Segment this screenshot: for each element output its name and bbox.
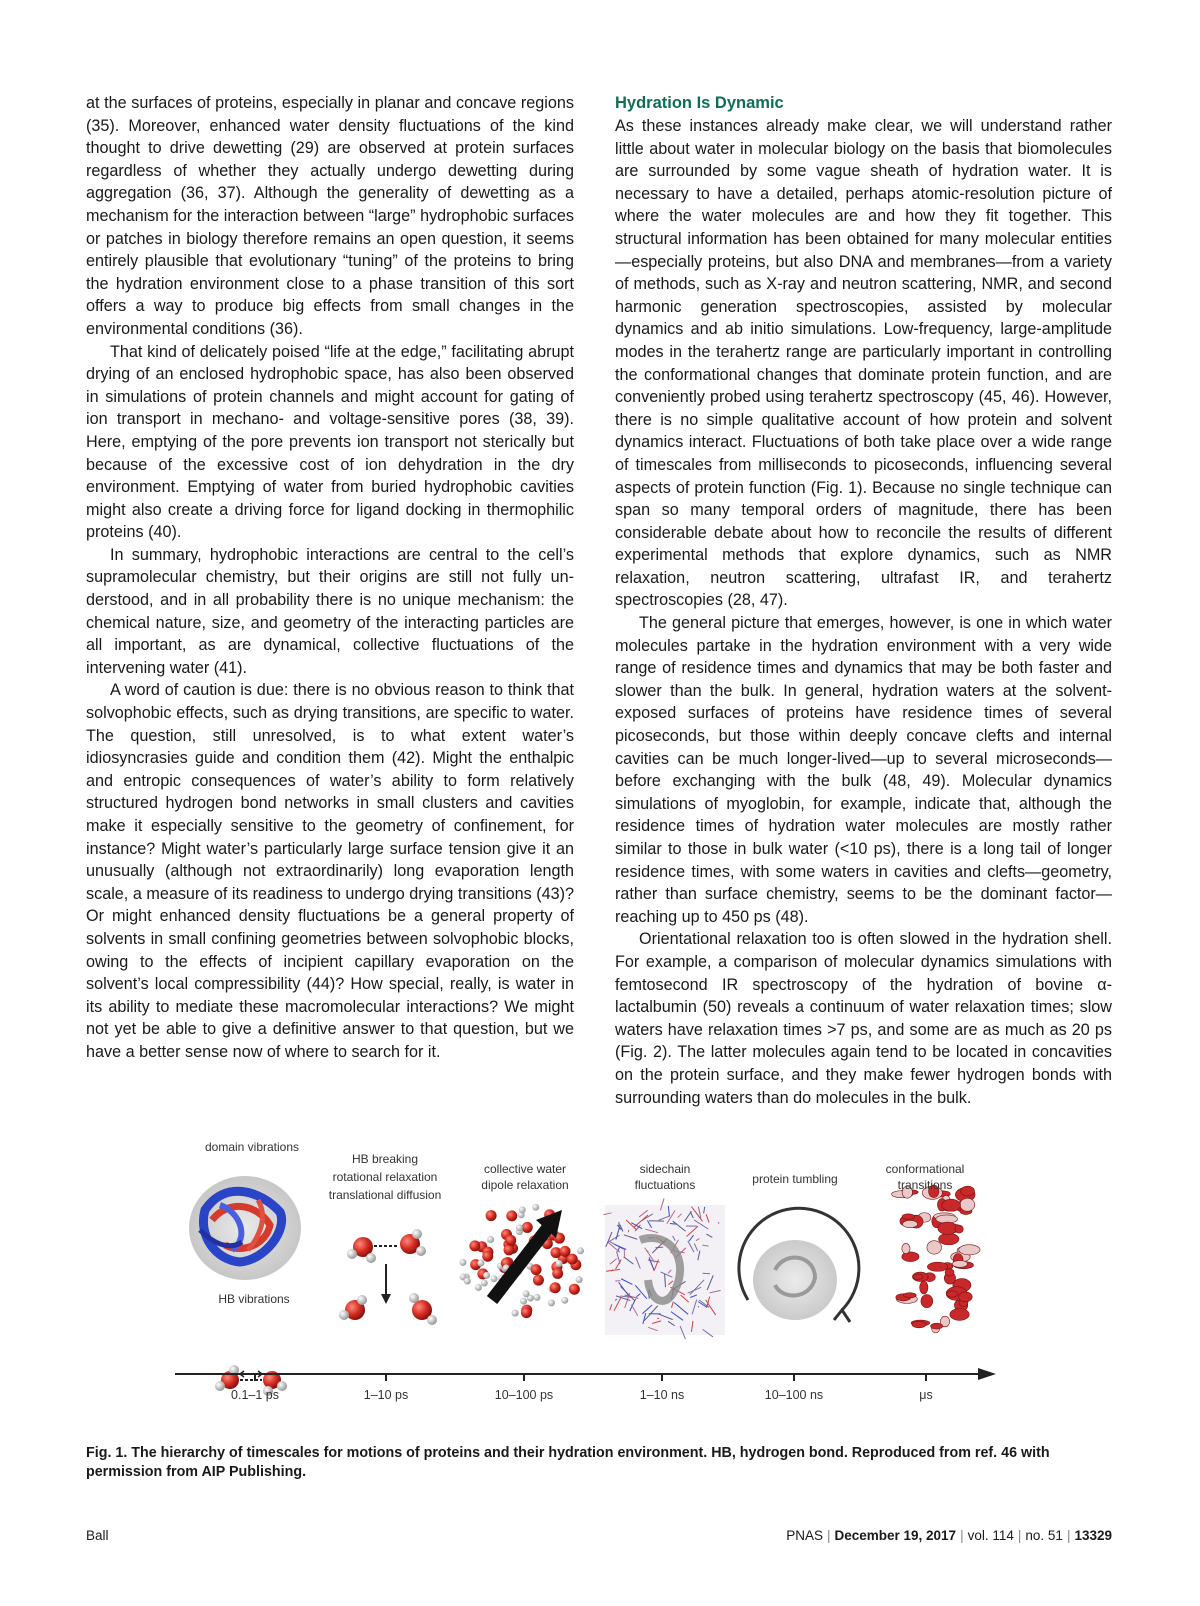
tick-label: 1–10 ns (639, 1388, 685, 1402)
label-hb-breaking: HB breaking (351, 1152, 419, 1166)
footer-date: December 19, 2017 (834, 1528, 957, 1543)
footer-page: 13329 (1074, 1528, 1112, 1543)
footer-author: Ball (86, 1528, 109, 1543)
label-sidechain: sidechain (639, 1162, 691, 1176)
body-paragraph: The general picture that emerges, however, is one in which water molecules partake in the hydration environment with a very wide range of residence times and dynamics that may be both faster and slower than the bulk. In general, hydration waters at the solvent-exposed surfaces of proteins have residence times of several picoseconds, but those within deeply concave clefts and internal cavities can be much longer-lived—up to several microseconds—before exchanging with the bulk (48, 49). Molecular dynamics simulations of myoglobin, for example, indicate that, although the residence times of hydration water molecules are mostly rather similar to those in bulk water (<10 ps), there is a long tail of longer residence times, with some waters in cavities and clefts—geometry, rather than surface chemistry, seems to be the dominant factor—reaching up to 450 ps (48). (615, 614, 1112, 926)
body-paragraph: at the surfaces of proteins, especially in planar and concave regions (35). Moreover, enhanced water density fluctuations of the kind thought to drive dewetting (29) are observed at protein surfaces regardless of whether they actually undergo dewetting during aggregation (36, 37). Although the generality of dewetting as a mechanism for the interaction between “large” hydrophobic surfaces or patches in biology therefore remains an open question, it seems entirely plausible that evolutionary “tuning” of the proteins to bring the hydration environment close to a phase transition of this sort offers a way to produce big effects from small changes in the environmental conditions (36). (86, 94, 574, 338)
footer-journal: PNAS (786, 1528, 823, 1543)
footer-issue: no. 51 (1025, 1528, 1063, 1543)
label-transitions: transitions (897, 1178, 953, 1192)
body-paragraph: As these instances already make clear, we will understand rather little about water in molecular biology on the basis that biomolecules are surrounded by some vague sheath of hydration water. It is necessary to have a detailed, perhaps atomic-resolution picture of where the water molecules are and how they fit together. This structural information has been obtained for many molecular entities—especially proteins, but also DNA and membranes—from a variety of methods, such as X-ray and neutron scattering, NMR, and second harmonic generation spectroscopies, assisted by molecular dynamics and ab initio simulations. Low-frequency, large-amplitude modes in the terahertz range are particularly important in controlling the conformational changes that dominate protein function, and are conveniently probed using terahertz spectroscopy (45, 46). However, there is no simple qualitative account of how protein and solvent dynamics interact. Fluctuations of both take place over a wide range of timescales from milliseconds to picoseconds, influencing several aspects of protein function (Fig. 1). Because no single technique can span so many temporal orders of magnitude, there has been considerable debate about how to reconcile the results of different experimental methods that explore dynamics, such as NMR relaxation, neutron scattering, ultrafast IR, and terahertz spectroscopies (28, 47). (615, 117, 1112, 610)
label-hb-vibrations: HB vibrations (218, 1292, 290, 1306)
figure-caption: Fig. 1. The hierarchy of timescales for motions of proteins and their hydration environment. HB, hydrogen bond. Reproduced from ref. 46 with permission from AIP Publishing. (86, 1445, 1050, 1480)
tick-label: 10–100 ns (764, 1388, 824, 1402)
footer-volume: vol. 114 (967, 1528, 1014, 1543)
figure-1 (170, 1140, 1030, 1428)
body-paragraph: That kind of delicately poised “life at the edge,” facilitating abrupt drying of an enclosed hydrophobic space, has also been observed in simulations of protein channels and might account for gating of ion transport in mechano- and voltage-sensitive pores (38, 39). Here, emptying of the pore prevents ion transport not sterically but because of the excessive cost of ion dehydration in the dry environment. Emptying of water from buried hydrophobic cavities might also create a driving force for ligand docking in thermophilic proteins (40). (86, 342, 574, 542)
label-fluctuations: fluctuations (634, 1178, 696, 1192)
section-heading: Hydration Is Dynamic (615, 94, 784, 112)
label-conformational: conformational (885, 1162, 965, 1176)
tick-label: 1–10 ps (363, 1388, 409, 1402)
conformational-transitions-protein (892, 1185, 980, 1333)
collective-water-cluster (459, 1204, 584, 1318)
domain-vibrations-protein (189, 1176, 301, 1280)
tick-label: 10–100 ps (494, 1388, 554, 1402)
tick-label: μs (919, 1388, 933, 1402)
footer-citation: PNAS | December 19, 2017 | vol. 114 | no. 51 | 13329 (786, 1528, 1112, 1543)
sidechain-fluctuations-protein (603, 1198, 725, 1339)
label-domain-vibrations: domain vibrations (204, 1140, 300, 1154)
right-column (615, 92, 1112, 1109)
label-protein-tumbling: protein tumbling (752, 1172, 838, 1186)
left-column (86, 92, 574, 1064)
body-paragraph: Orientational relaxation too is often slowed in the hydration shell. For example, a comparison of molecular dynamics simulations with femtosecond IR spectroscopy of the hydration of bovine α-lactalbumin (50) reveals a continuum of water relaxation times; slow waters have relaxation times >7 ps, and some are as much as 20 ps (Fig. 2). The latter molecules again tend to be located in concavities on the protein surface, and they make fewer hydrogen bonds with surrounding waters than do molecules in the bulk. (615, 930, 1112, 1107)
protein-tumbling (739, 1208, 859, 1322)
body-paragraph: A word of caution is due: there is no obvious reason to think that solvophobic effects, such as drying transitions, are specific to water. The question, still unresolved, is to what extent water’s idiosyncrasies guide and condition them (42). Might the enthalpic and entropic consequences of water’s ability to form relatively structured hydrogen bond networks in small clusters and cavities make it especially sensitive to the geometry of confinement, for instance? Might water’s particularly large surface tension give it an unusually (although not extraordinarily) long evaporation length scale, a measure of its readiness to undergo drying transitions (43)? Or might enhanced density fluctuations be a general property of solvents in small confining geometries between solvophobic blocks, owing to the effects of incipient capillary evaporation on the solvent’s local compressibility (44)? How special, really, is water in its ability to mediate these macromolecular interactions? We might not yet be able to give a definitive answer to that question, but we have a better sense now of where to search for it. (86, 681, 574, 1061)
label-rotational-relaxation: rotational relaxation (332, 1170, 438, 1184)
label-dipole-relaxation: dipole relaxation (481, 1178, 569, 1192)
label-collective-water: collective water (483, 1162, 567, 1176)
body-paragraph: In summary, hydrophobic interactions are central to the cell’s supramolecular chemistry, but their origins are still not fully understood, and in all probability there is no unique mechanism: the chemical nature, size, and geometry of the interacting particles are all important, as are dynamical, collective fluctuations of the intervening water (41). (86, 545, 574, 677)
hb-breaking-molecules (339, 1229, 437, 1325)
label-translational-diffusion: translational diffusion (328, 1188, 442, 1202)
tick-label: 0.1–1 ps (231, 1388, 279, 1402)
timescale-axis (175, 1368, 996, 1381)
